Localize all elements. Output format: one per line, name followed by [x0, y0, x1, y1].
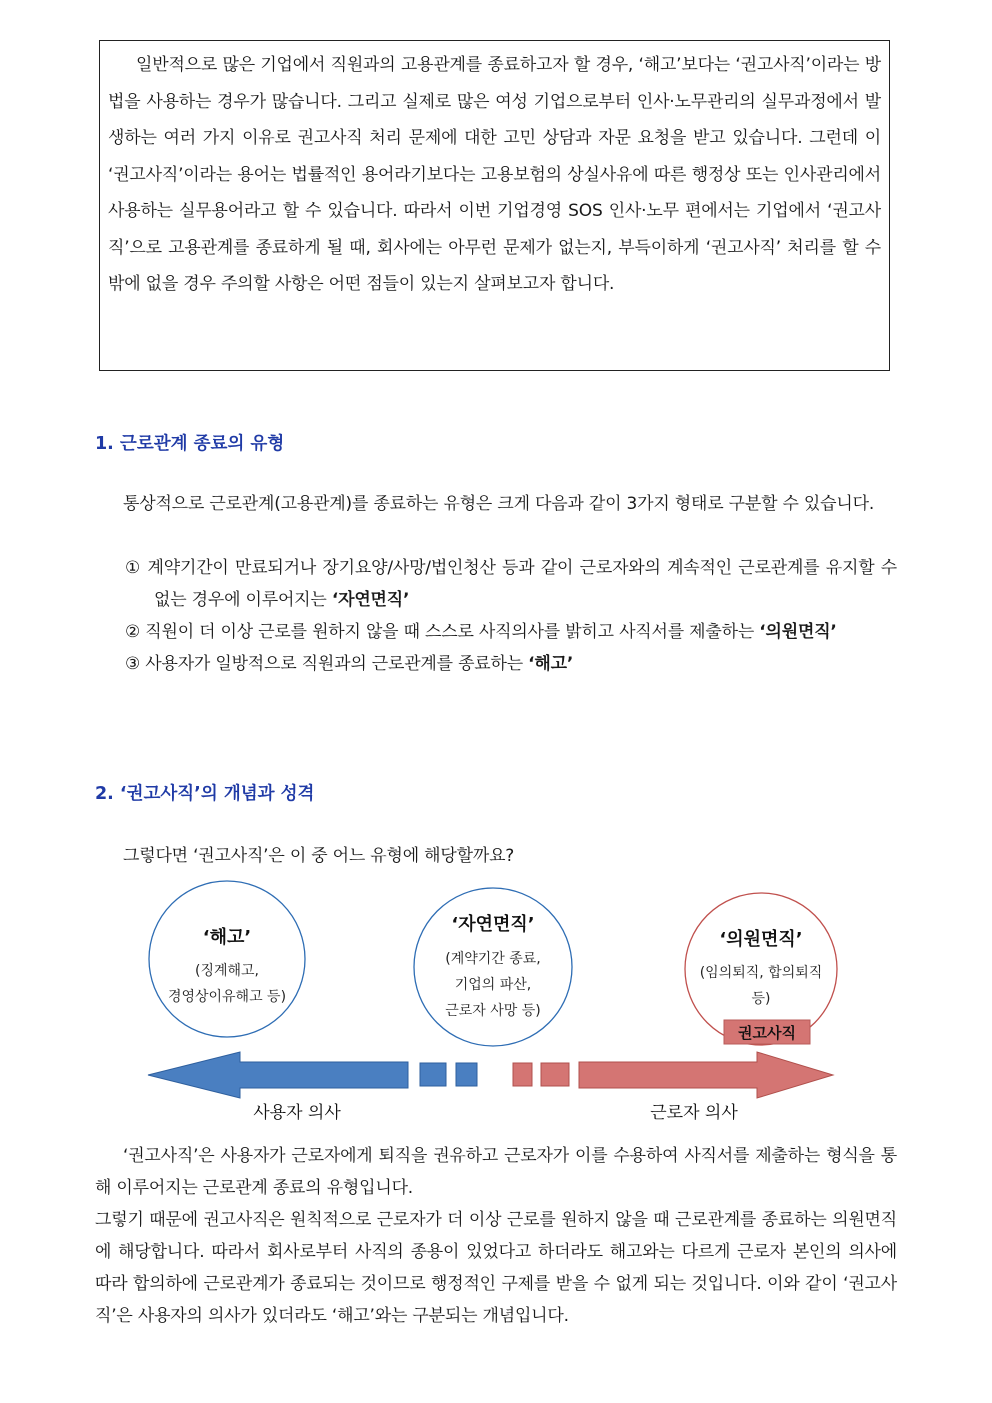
termination-type-list — [125, 552, 897, 680]
voluntary-resignation-desc-line: 등) — [751, 991, 771, 1007]
natural-retirement-circle — [414, 888, 572, 1046]
voluntary-resignation-title: ‘의원면직’ — [719, 929, 803, 950]
list-item-text: 직원이 더 이상 근로를 원하지 않을 때 스스로 사직의사를 밝히고 사직서를 제출하는 — [145, 622, 760, 642]
list-item — [125, 552, 897, 616]
list-marker: ② — [125, 622, 141, 642]
section1-paragraph: 통상적으로 근로관계(고용관계)를 종료하는 유형은 크게 다음과 같이 3가지 형태로 구분할 수 있습니다. — [123, 494, 875, 514]
employer-dash-block — [420, 1063, 446, 1086]
employer-will-label: 사용자 의사 — [253, 1103, 341, 1123]
natural-retirement-desc-line: 근로자 사망 등) — [445, 1003, 541, 1019]
list-marker: ① — [125, 558, 142, 578]
employee-will-arrow — [579, 1052, 833, 1098]
section2-question: 그렇다면 ‘권고사직’은 이 중 어느 유형에 해당할까요? — [123, 846, 515, 866]
employee-will-label: 근로자 의사 — [650, 1103, 738, 1123]
list-item-term: ‘자연면직’ — [331, 590, 410, 610]
section2-paragraph-1: ‘권고사직’은 사용자가 근로자에게 퇴직을 권유하고 근로자가 이를 수용하여 사직서를 제출하는 형식을 통해 이루어지는 근로관계 종료의 유형입니다. — [95, 1146, 897, 1198]
badge-label: 권고사직 — [738, 1024, 796, 1042]
natural-retirement-desc-line: 기업의 파산, — [454, 977, 532, 993]
list-item-text: 사용자가 일방적으로 직원과의 근로관계를 종료하는 — [145, 654, 529, 674]
section1-heading: 1. 근로관계 종료의 유형 — [95, 434, 285, 454]
list-item-term: ‘의원면직’ — [759, 622, 837, 642]
employee-dash-block — [541, 1063, 569, 1086]
list-item-term: ‘해고’ — [528, 654, 574, 674]
employee-dash-block — [513, 1063, 532, 1086]
employer-dash-block — [456, 1063, 477, 1086]
list-item-text: 계약기간이 만료되거나 장기요양/사망/법인청산 등과 같이 근로자와의 계속적인 근로관계를 유지할 수 없는 경우에 이루어지는 — [147, 558, 897, 610]
list-item — [125, 616, 897, 648]
list-marker: ③ — [125, 654, 141, 674]
intro-text: 일반적으로 많은 기업에서 직원과의 고용관계를 종료하고자 할 경우, ‘해고’보다는 ‘권고사직’이라는 방법을 사용하는 경우가 많습니다. 그리고 실제로 많은 여성 기업으로부터 인사·노무관리의 실무과정에서 발생하는 여러 가지 이유로 권고사직 처리 문제에 대한 고민 상담과 자문 요청을 받고 있습니다. 그런데 이 ‘권고사직’이라는 용어는 법률적인 용어라기보다는 고용보험의 상실사유에 따른 행정상 또는 인사관리에서 사용하는 실무용어라고 할 수 있습니다. 따라서 이번 기업경영 SOS 인사·노무 편에서는 기업에서 ‘권고사직’으로 고용관계를 종료하게 될 때, 회사에는 아무런 문제가 없는지, 부득이하게 ‘권고사직’ 처리를 할 수밖에 없을 경우 주의할 사항은 어떤 점들이 있는지 살펴보고자 합니다. — [108, 55, 881, 294]
dismissal-desc-line: (징계해고, — [194, 963, 260, 979]
dismissal-desc-line: 경영상이유해고 등) — [167, 989, 287, 1005]
natural-retirement-desc-line: (계약기간 종료, — [445, 951, 541, 967]
dismissal-circle — [149, 881, 305, 1037]
employer-will-arrow — [148, 1052, 408, 1098]
list-item — [125, 648, 897, 680]
section2-paragraph-2: 그렇기 때문에 권고사직은 원칙적으로 근로자가 더 이상 근로를 원하지 않을 때 근로관계를 종료하는 의원면직에 해당합니다. 따라서 회사로부터 사직의 종용이 있었다고 하더라도 해고와는 다르게 근로자 본인의 의사에 따라 합의하에 근로관계가 종료되는 것이므로 행정적인 구제를 받을 수 없게 되는 것입니다. 이와 같이 ‘권고사직’은 사용자의 의사가 있더라도 ‘해고’와는 구분되는 개념입니다. — [95, 1210, 897, 1326]
intro-box — [99, 40, 890, 371]
section2-heading: 2. ‘권고사직’의 개념과 성격 — [95, 784, 315, 804]
voluntary-resignation-desc-line: (임의퇴직, 합의퇴직 — [699, 965, 823, 981]
natural-retirement-title: ‘자연면직’ — [451, 914, 535, 935]
dismissal-title: ‘해고’ — [202, 927, 252, 948]
termination-spectrum-diagram — [0, 880, 992, 1140]
